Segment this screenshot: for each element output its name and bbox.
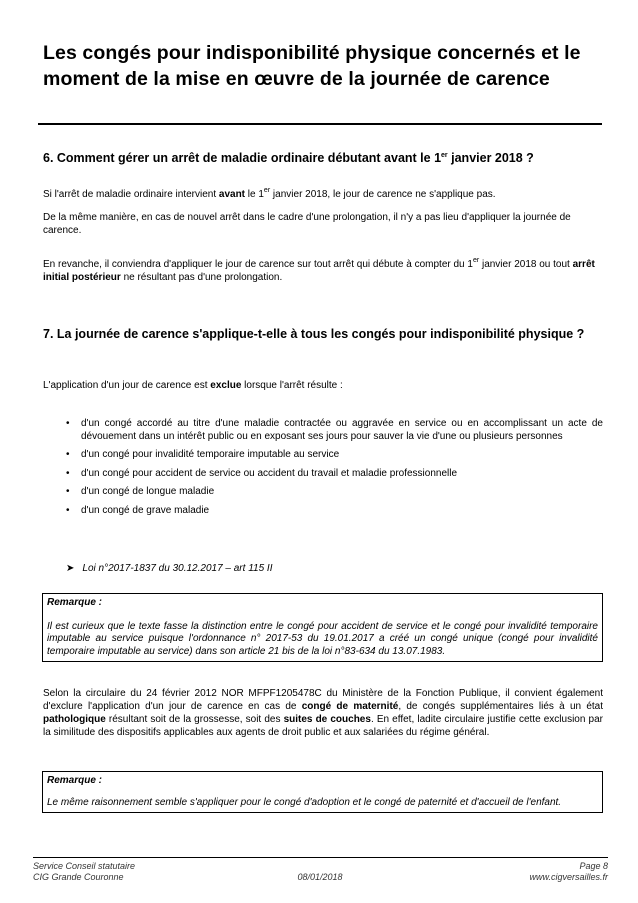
bullet-icon: • (66, 504, 70, 516)
bullet-icon: • (66, 418, 70, 429)
text: lorsque l'arrêt résulte : (241, 380, 343, 391)
footer-right (529, 861, 608, 883)
footer-left (33, 861, 135, 883)
list-item (66, 418, 603, 443)
arrow-bullet-icon: ➤ (66, 563, 75, 574)
bullet-icon: • (66, 467, 70, 479)
page-number: Page 8 (579, 861, 608, 871)
superscript: er (472, 257, 480, 264)
bold-text: pathologique (43, 714, 106, 725)
text: ne résultant pas d'une prolongation. (120, 272, 283, 283)
footer-website: www.cigversailles.fr (529, 872, 608, 882)
law-reference-text: Loi n°2017-1837 du 30.12.2017 – art 115 II (82, 563, 273, 574)
footer-divider (33, 857, 608, 858)
footer-organization: CIG Grande Couronne (33, 872, 124, 882)
title-underline (38, 123, 602, 125)
list-item-text: d'un congé de longue maladie (81, 486, 215, 497)
law-reference (66, 563, 272, 574)
text: janvier 2018 ou tout (479, 259, 573, 270)
remark-heading: Remarque : (47, 597, 103, 608)
list-item-text: d'un congé pour invalidité temporaire imputable au service (81, 449, 340, 460)
list-item (66, 449, 603, 462)
exclusion-list (66, 418, 603, 523)
text: L'application d'un jour de carence est (43, 380, 211, 391)
paragraph-en-revanche (43, 258, 603, 284)
remark-box-1 (42, 593, 603, 662)
list-item-text: d'un congé pour accident de service ou accident du travail et maladie professionnelle (81, 467, 458, 479)
bullet-icon: • (66, 486, 70, 497)
question-6-heading (43, 150, 603, 167)
list-item-text: d'un congé accordé au titre d'une maladie contractée ou aggravée en service ou en accomplissant un acte de dévouement dans un intérêt public ou en exposant ses jours pour sauver la vie d'une ou plusieurs personnes (81, 418, 603, 442)
text: le 1 (245, 189, 264, 200)
list-item-text: d'un congé de grave maladie (81, 504, 210, 516)
bold-text: avant (218, 189, 246, 200)
list-item (66, 486, 603, 499)
bullet-icon: • (66, 449, 70, 460)
bold-text: congé de maternité (301, 701, 399, 712)
paragraph-circulaire (43, 687, 603, 739)
superscript: er (441, 152, 448, 159)
remark-text: Il est curieux que le texte fasse la distinction entre le congé pour accident de service et le congé pour invalidité temporaire imputable au service puisque l'ordonnance n° 2017-53 du 19.01.2017 a créé un congé unique (congé pour invalidité temporaire imputable au service) dans son article 21 bis de la loi n°83-634 du 13.07.1983. (47, 620, 598, 657)
footer-date: 08/01/2018 (297, 872, 343, 882)
bold-text: arrêt initial postérieur (43, 259, 595, 283)
paragraph-prolongation: De la même manière, en cas de nouvel arrêt dans le cadre d'une prolongation, il n'y a pas lieu d'appliquer la journée de carence. (43, 212, 571, 236)
text: janvier 2018, le jour de carence ne s'applique pas. (270, 189, 496, 200)
text: En revanche, il conviendra d'appliquer le jour de carence sur tout arrêt qui débute à compter du 1 (43, 259, 473, 270)
footer-service: Service Conseil statutaire (33, 861, 136, 871)
bold-text: exclue (210, 380, 242, 391)
remark-box-2 (42, 771, 603, 813)
bold-text: suites de couches (283, 714, 371, 725)
remark-heading: Remarque : (47, 775, 103, 786)
text: résultant soit de la grossesse, soit des (105, 714, 284, 725)
list-item (66, 468, 603, 481)
paragraph-exclue (43, 379, 603, 392)
text: . En effet, ladite circulaire justifie cette exclusion par la similitude des dispositifs applicables aux agents de droit public et aux salariées du régime général. (43, 714, 603, 738)
question-6-text-end: janvier 2018 ? (447, 151, 534, 165)
text: , de congés supplémentaires liés à un état (398, 701, 603, 712)
remark-text: Le même raisonnement semble s'appliquer pour le congé d'adoption et le congé de paternité et d'accueil de l'enfant. (47, 796, 562, 808)
text: Si l'arrêt de maladie ordinaire intervient (43, 189, 219, 200)
list-item (66, 505, 603, 518)
paragraph-avant (43, 188, 603, 201)
text: Selon la circulaire du 24 février 2012 NOR MFPF1205478C du Ministère de la Fonction Publique, il convient également d'exclure l'application d'un jour de carence en cas de (43, 688, 603, 712)
question-6-text: 6. Comment gérer un arrêt de maladie ordinaire débutant avant le 1 (43, 151, 442, 165)
superscript: er (263, 187, 271, 194)
question-7-heading: 7. La journée de carence s'applique-t-elle à tous les congés pour indisponibilité physique ? (43, 327, 585, 341)
page-title: Les congés pour indisponibilité physique concernés et le moment de la mise en œuvre de la journée de carence (43, 42, 581, 90)
